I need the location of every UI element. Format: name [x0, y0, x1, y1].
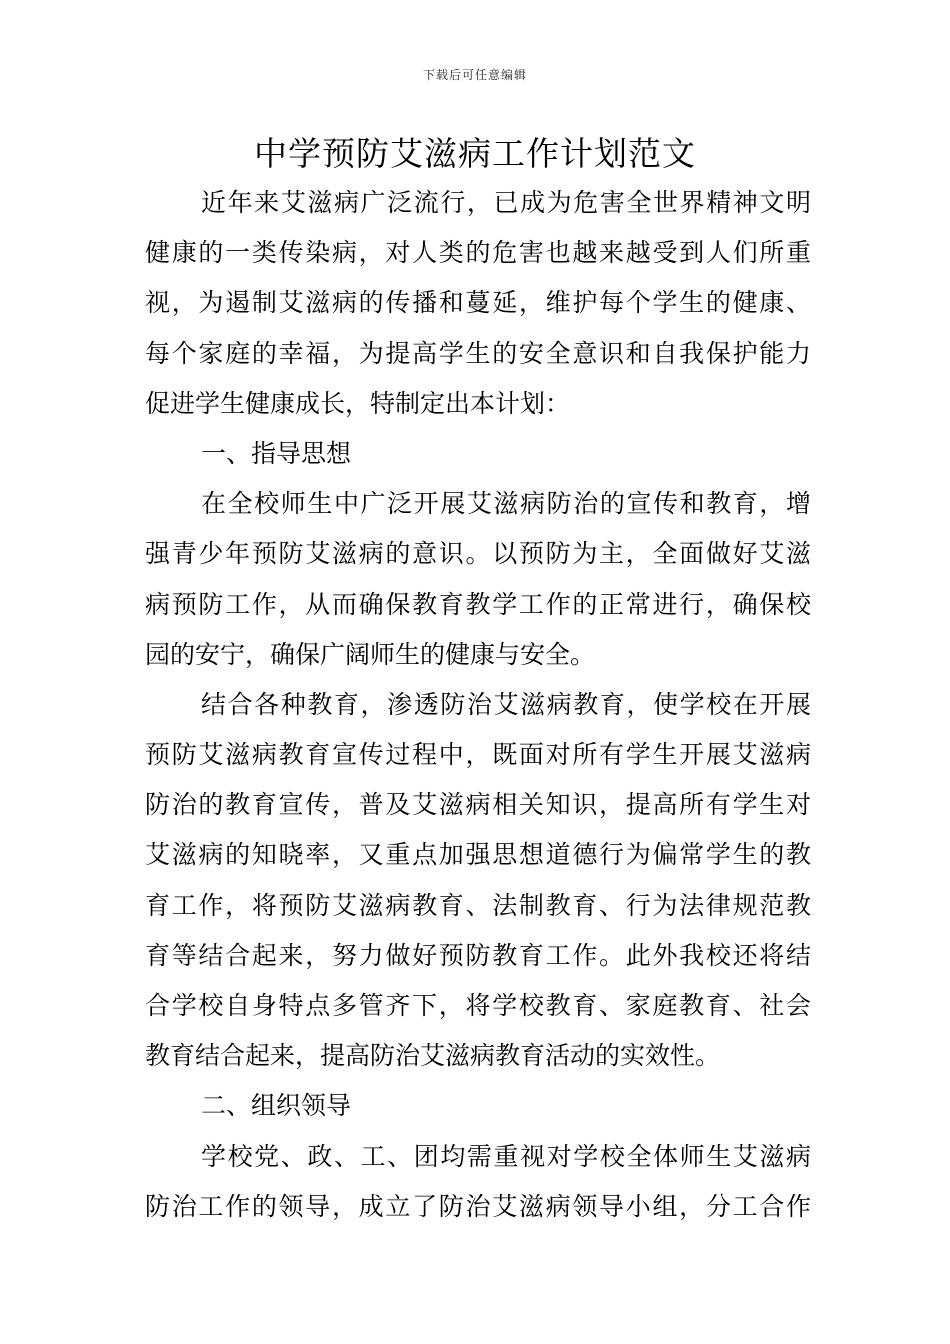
text-line: 预防艾滋病教育宣传过程中，既面对所有学生开展艾滋病 — [145, 740, 811, 770]
text-line: 防治工作的领导，成立了防治艾滋病领导小组，分工合作 — [145, 1191, 811, 1221]
text-line: 强青少年预防艾滋病的意识。以预防为主，全面做好艾滋 — [145, 539, 811, 569]
download-note: 下载后可任意编辑 — [422, 68, 527, 82]
text-line: 一、指导思想 — [201, 438, 352, 468]
text-line: 近年来艾滋病广泛流行，已成为危害全世界精神文明 — [201, 188, 811, 217]
text-line: 艾滋病的知晓率，又重点加强思想道德行为偏常学生的教 — [145, 840, 811, 870]
text-line: 育工作，将预防艾滋病教育、法制教育、行为法律规范教 — [145, 890, 811, 920]
document-title: 中学预防艾滋病工作计划范文 — [254, 134, 696, 173]
text-line: 促进学生健康成长，特制定出本计划： — [145, 388, 571, 418]
text-line: 学校党、政、工、团均需重视对学校全体师生艾滋病 — [201, 1141, 811, 1171]
text-line: 健康的一类传染病，对人类的危害也越来越受到人们所重 — [145, 238, 811, 268]
text-line: 结合各种教育，渗透防治艾滋病教育，使学校在开展 — [201, 689, 811, 719]
document-body — [145, 178, 811, 1232]
text-line: 教育结合起来，提高防治艾滋病教育活动的实效性。 — [145, 1041, 721, 1071]
text-line: 每个家庭的幸福，为提高学生的安全意识和自我保护能力 — [145, 338, 811, 368]
text-line: 园的安宁，确保广阔师生的健康与安全。 — [145, 639, 596, 669]
text-line: 视，为遏制艾滋病的传播和蔓延，维护每个学生的健康、 — [145, 288, 811, 318]
text-line: 在全校师生中广泛开展艾滋病防治的宣传和教育，增 — [201, 489, 811, 519]
text-line: 二、组织领导 — [201, 1091, 352, 1121]
text-line: 病预防工作，从而确保教育教学工作的正常进行，确保校 — [145, 589, 811, 619]
text-line: 合学校自身特点多管齐下，将学校教育、家庭教育、社会 — [145, 991, 811, 1020]
text-line: 防治的教育宣传，普及艾滋病相关知识，提高所有学生对 — [145, 790, 811, 820]
text-line: 育等结合起来，努力做好预防教育工作。此外我校还将结 — [145, 940, 811, 970]
